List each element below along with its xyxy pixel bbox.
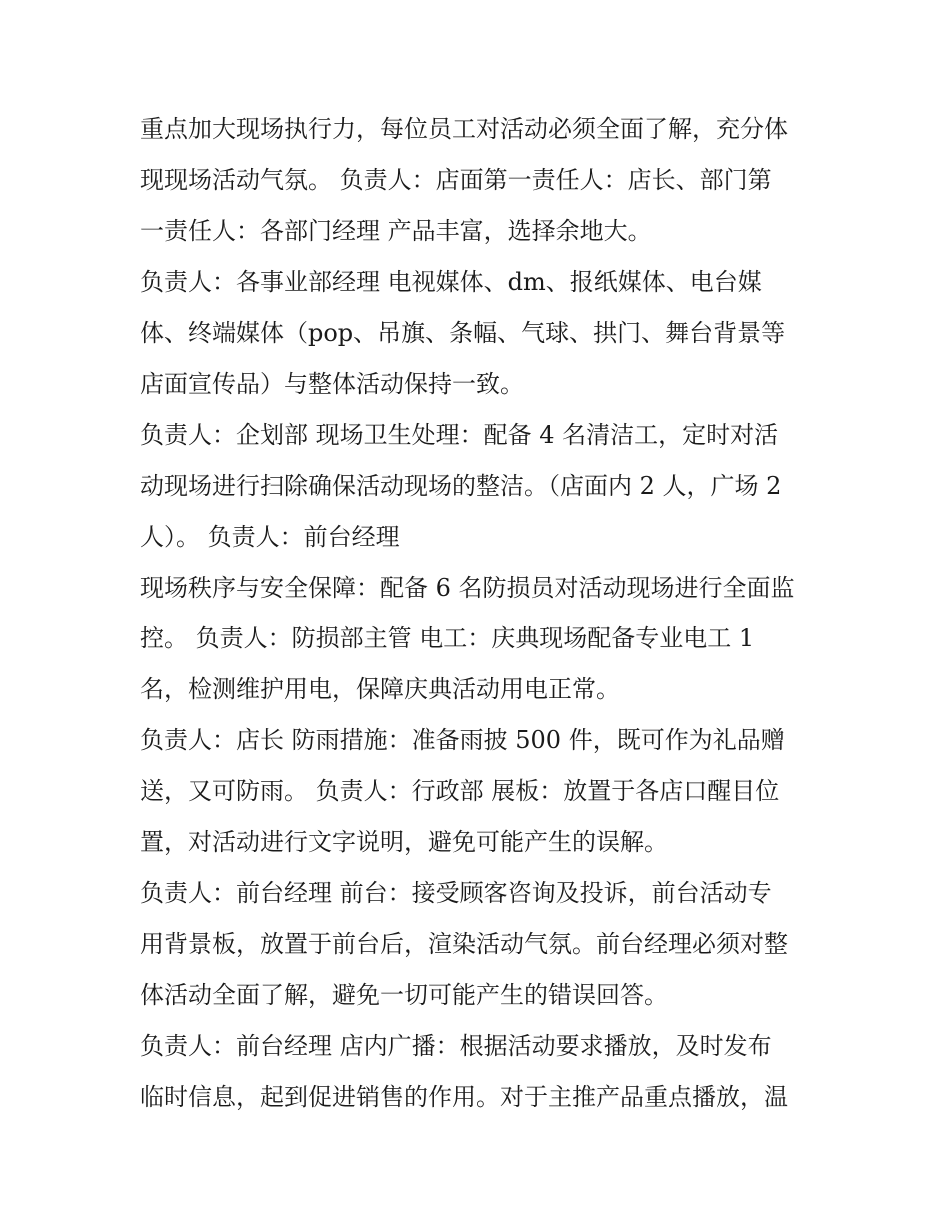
text-line: 人）。 负责人：前台经理	[140, 523, 400, 551]
text-line: 负责人：各事业部经理 电视媒体、dm、报纸媒体、电台媒	[140, 268, 762, 296]
text-line: 负责人：前台经理 店内广播：根据活动要求播放，及时发布	[140, 1032, 772, 1060]
text-line: 重点加大现场执行力，每位员工对活动必须全面了解，充分体	[140, 115, 788, 143]
text-line: 负责人：店长 防雨措施：准备雨披 500 件，既可作为礼品赠	[140, 726, 785, 754]
text-line: 置，对活动进行文字说明，避免可能产生的误解。	[140, 828, 668, 856]
text-line: 负责人：企划部 现场卫生处理：配备 4 名清洁工，定时对活	[140, 421, 779, 449]
text-line: 现场秩序与安全保障：配备 6 名防损员对活动现场进行全面监	[140, 574, 795, 602]
text-line: 动现场进行扫除确保活动现场的整洁。（店面内 2 人，广场 2	[140, 472, 782, 500]
text-line: 体活动全面了解，避免一切可能产生的错误回答。	[140, 981, 668, 1009]
text-line: 临时信息，起到促进销售的作用。对于主推产品重点播放，温	[140, 1083, 788, 1111]
text-line: 现现场活动气氛。 负责人：店面第一责任人：店长、部门第	[140, 166, 772, 194]
text-line: 送，又可防雨。 负责人：行政部 展板：放置于各店口醒目位	[140, 777, 780, 805]
text-line: 名，检测维护用电，保障庆典活动用电正常。	[140, 675, 620, 703]
text-line: 店面宣传品）与整体活动保持一致。	[140, 370, 524, 398]
text-line: 用背景板，放置于前台后，渲染活动气氛。前台经理必须对整	[140, 930, 788, 958]
text-line: 一责任人：各部门经理 产品丰富，选择余地大。	[140, 217, 652, 245]
text-line: 负责人：前台经理 前台：接受顾客咨询及投诉，前台活动专	[140, 879, 772, 907]
text-line: 体、终端媒体（pop、吊旗、条幅、气球、拱门、舞台背景等	[140, 319, 786, 347]
text-line: 控。 负责人：防损部主管 电工：庆典现场配备专业电工 1	[140, 624, 755, 652]
